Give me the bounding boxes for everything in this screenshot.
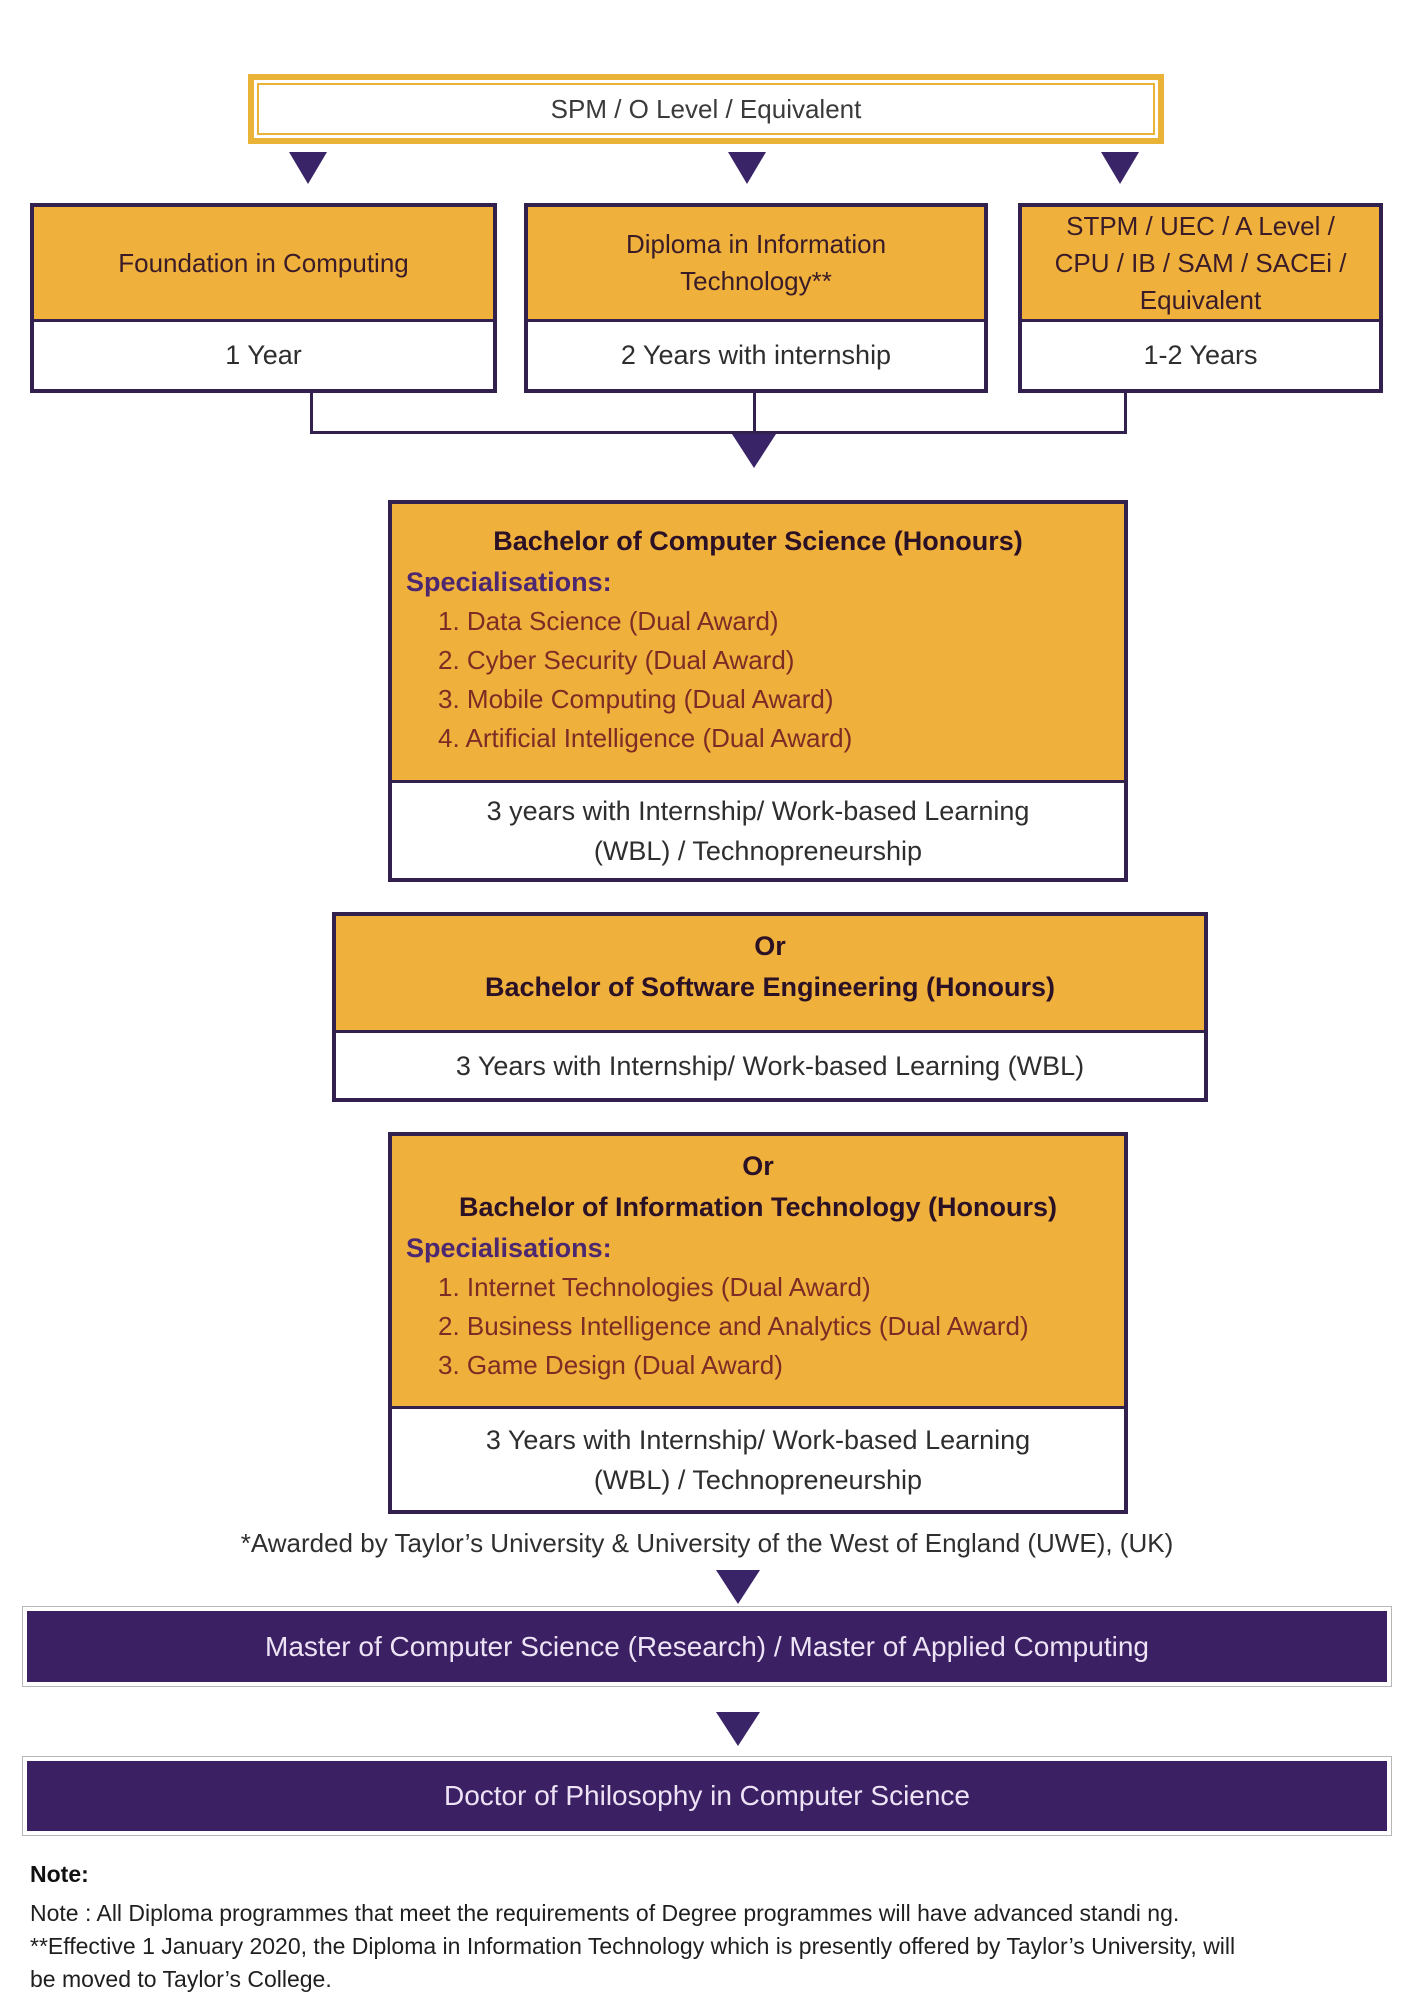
- specialisation-item: 2. Cyber Security (Dual Award): [438, 645, 795, 675]
- connector-line: [310, 431, 1127, 434]
- master-bar: [27, 1611, 1387, 1682]
- degree-box-software-engineering: [332, 912, 1208, 1102]
- pathway-title: [528, 207, 984, 319]
- pathway-title-line: Diploma in Information: [625, 229, 887, 259]
- connector-line: [310, 393, 313, 434]
- pathway-duration: 1-2 Years: [1022, 319, 1379, 389]
- pathway-duration: 1 Year: [34, 319, 493, 389]
- pathway-title: [34, 207, 493, 319]
- pathway-box-pre-university: [1018, 203, 1383, 393]
- down-arrow-icon: [732, 434, 776, 468]
- specialisation-item: 1. Data Science (Dual Award): [438, 606, 779, 636]
- degree-duration-line: (WBL) / Technopreneurship: [593, 1464, 923, 1495]
- entry-box: [248, 74, 1164, 144]
- degree-duration: [392, 780, 1124, 878]
- connector-line: [753, 393, 756, 434]
- degree-title: Bachelor of Information Technology (Honours): [459, 1192, 1057, 1222]
- down-arrow-icon: [1101, 152, 1139, 184]
- note-line: **Effective 1 January 2020, the Diploma in Information Technology which is presently offered by Taylor’s University, will: [30, 1933, 1236, 1959]
- degree-duration: [336, 1030, 1204, 1098]
- pathway-title: [1022, 207, 1379, 319]
- pathway-title-line: STPM / UEC / A Level /: [1066, 210, 1335, 241]
- degree-duration-line: 3 Years with Internship/ Work-based Learning (WBL): [455, 1050, 1085, 1081]
- degree-duration-line: 3 years with Internship/ Work-based Learning: [486, 795, 1030, 826]
- pathway-box-foundation: [30, 203, 497, 393]
- down-arrow-icon: [716, 1570, 760, 1604]
- specialisation-item: 3. Game Design (Dual Award): [438, 1350, 783, 1380]
- phd-bar-label: Doctor of Philosophy in Computer Science: [443, 1780, 971, 1811]
- degree-box-information-technology: [388, 1132, 1128, 1514]
- master-bar-label: Master of Computer Science (Research) / Master of Applied Computing: [265, 1630, 1149, 1662]
- degree-duration-line: 3 Years with Internship/ Work-based Learning: [485, 1424, 1031, 1455]
- pathway-title-line: Technology**: [680, 266, 832, 296]
- degree-header: [336, 916, 1204, 1030]
- pathway-title-line: CPU / IB / SAM / SACEi /: [1054, 247, 1347, 278]
- degree-title: Bachelor of Software Engineering (Honours): [484, 972, 1056, 1002]
- connector-line: [1124, 393, 1127, 434]
- note-line: be moved to Taylor’s College.: [30, 1966, 332, 1992]
- degree-duration: [392, 1406, 1124, 1510]
- award-note: *Awarded by Taylor’s University & University of the West of England (UWE), (UK): [240, 1528, 1174, 1558]
- or-label: Or: [754, 931, 786, 961]
- phd-bar-frame: [22, 1756, 1392, 1836]
- degree-box-computer-science: [388, 500, 1128, 882]
- phd-bar: [27, 1761, 1387, 1831]
- specialisation-item: 3. Mobile Computing (Dual Award): [438, 684, 834, 714]
- specialisation-item: 4. Artificial Intelligence (Dual Award): [438, 723, 853, 753]
- note-line: Note : All Diploma programmes that meet the requirements of Degree programmes will have advanced standi ng.: [30, 1900, 1180, 1926]
- degree-header: [392, 504, 1124, 780]
- specialisations-label: Specialisations:: [406, 567, 612, 597]
- entry-label: SPM / O Level / Equivalent: [550, 93, 862, 124]
- degree-duration-line: (WBL) / Technopreneurship: [593, 835, 923, 866]
- pathway-title-line: Equivalent: [1139, 284, 1262, 315]
- note-heading: Note:: [30, 1861, 89, 1887]
- specialisation-item: 2. Business Intelligence and Analytics (Dual Award): [438, 1311, 1029, 1341]
- specialisation-item: 1. Internet Technologies (Dual Award): [438, 1272, 871, 1302]
- degree-header: [392, 1136, 1124, 1406]
- degree-title: Bachelor of Computer Science (Honours): [493, 526, 1023, 556]
- specialisations-label: Specialisations:: [406, 1233, 612, 1263]
- down-arrow-icon: [716, 1712, 760, 1746]
- down-arrow-icon: [728, 152, 766, 184]
- down-arrow-icon: [289, 152, 327, 184]
- pathway-box-diploma: [524, 203, 988, 393]
- pathway-title-line: Foundation in Computing: [118, 247, 409, 278]
- notes-section: [30, 1860, 1414, 1996]
- pathway-duration: 2 Years with internship: [528, 319, 984, 389]
- master-bar-frame: [22, 1606, 1392, 1687]
- or-label: Or: [742, 1151, 774, 1181]
